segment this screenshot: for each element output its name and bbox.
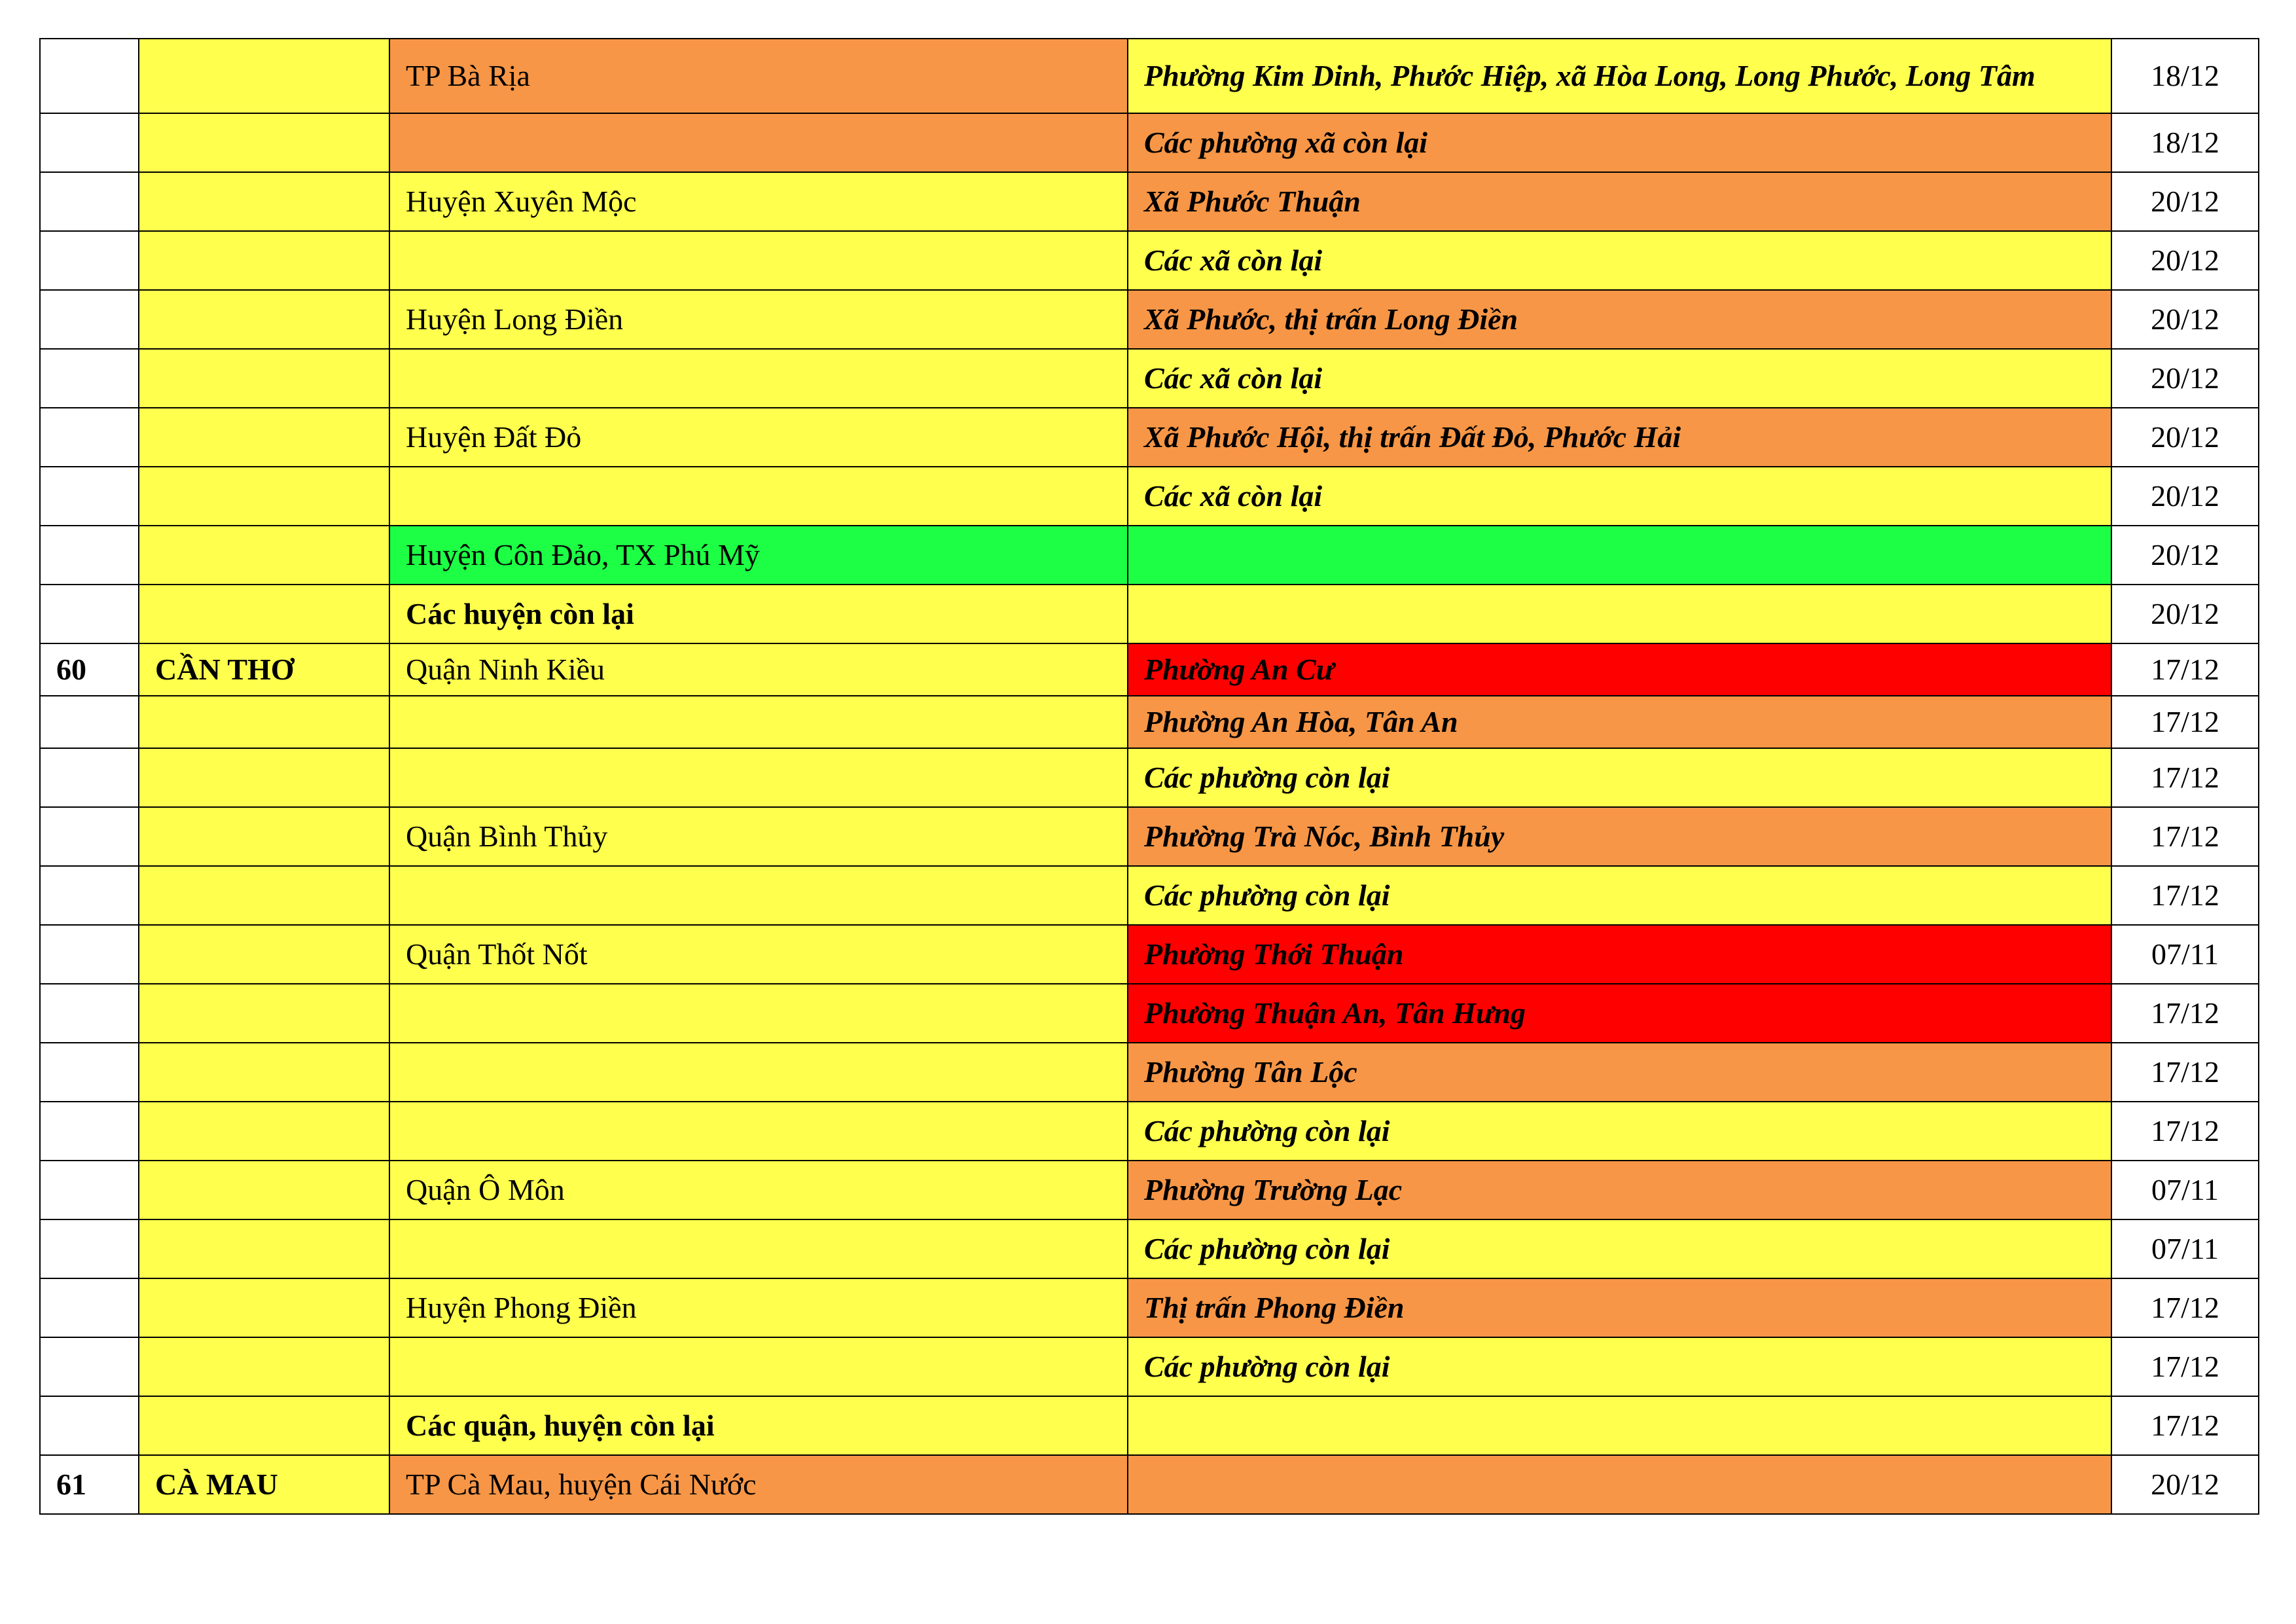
stt-cell bbox=[40, 585, 139, 643]
date-cell: 20/12 bbox=[2111, 1455, 2259, 1514]
table-row bbox=[40, 349, 2259, 408]
district-cell bbox=[389, 349, 1128, 408]
zone-table-body bbox=[40, 39, 2259, 1514]
stt-cell bbox=[40, 526, 139, 585]
date-cell: 07/11 bbox=[2111, 1219, 2259, 1278]
stt-cell: 60 bbox=[40, 643, 139, 696]
district-cell: Huyện Phong Điền bbox=[389, 1278, 1128, 1337]
province-cell bbox=[139, 866, 389, 925]
date-cell: 20/12 bbox=[2111, 585, 2259, 643]
province-cell: CẦN THƠ bbox=[139, 643, 389, 696]
ward-detail-cell: Phường Tân Lộc bbox=[1128, 1043, 2111, 1102]
ward-detail-cell: Phường Thới Thuận bbox=[1128, 925, 2111, 984]
date-cell: 17/12 bbox=[2111, 984, 2259, 1043]
district-cell bbox=[389, 1102, 1128, 1161]
table-row bbox=[40, 643, 2259, 696]
date-cell: 17/12 bbox=[2111, 643, 2259, 696]
stt-cell bbox=[40, 1396, 139, 1455]
district-cell: Quận Ninh Kiều bbox=[389, 643, 1128, 696]
ward-detail-cell: Các phường còn lại bbox=[1128, 1219, 2111, 1278]
stt-cell bbox=[40, 748, 139, 807]
date-cell: 17/12 bbox=[2111, 1396, 2259, 1455]
table-row bbox=[40, 113, 2259, 172]
table-row bbox=[40, 231, 2259, 290]
stt-cell bbox=[40, 1043, 139, 1102]
province-cell: CÀ MAU bbox=[139, 1455, 389, 1514]
province-cell bbox=[139, 290, 389, 349]
district-cell: Quận Ô Môn bbox=[389, 1161, 1128, 1219]
date-cell: 20/12 bbox=[2111, 349, 2259, 408]
ward-detail-cell: Thị trấn Phong Điền bbox=[1128, 1278, 2111, 1337]
stt-cell bbox=[40, 408, 139, 467]
ward-detail-cell: Các xã còn lại bbox=[1128, 349, 2111, 408]
district-cell bbox=[389, 1337, 1128, 1396]
table-row bbox=[40, 696, 2259, 748]
table-row bbox=[40, 467, 2259, 526]
province-cell bbox=[139, 408, 389, 467]
date-cell: 20/12 bbox=[2111, 231, 2259, 290]
district-cell bbox=[389, 467, 1128, 526]
stt-cell bbox=[40, 925, 139, 984]
date-cell: 20/12 bbox=[2111, 526, 2259, 585]
district-cell bbox=[389, 113, 1128, 172]
stt-cell bbox=[40, 807, 139, 866]
stt-cell bbox=[40, 172, 139, 231]
table-row bbox=[40, 1161, 2259, 1219]
date-cell: 17/12 bbox=[2111, 807, 2259, 866]
stt-cell bbox=[40, 349, 139, 408]
district-cell: TP Cà Mau, huyện Cái Nước bbox=[389, 1455, 1128, 1514]
province-cell bbox=[139, 696, 389, 748]
table-row bbox=[40, 748, 2259, 807]
ward-detail-cell: Phường Kim Dinh, Phước Hiệp, xã Hòa Long, Long Phước, Long Tâm bbox=[1128, 39, 2111, 113]
district-cell bbox=[389, 984, 1128, 1043]
ward-detail-cell: Xã Phước, thị trấn Long Điền bbox=[1128, 290, 2111, 349]
province-cell bbox=[139, 349, 389, 408]
table-row bbox=[40, 408, 2259, 467]
district-cell: Huyện Xuyên Mộc bbox=[389, 172, 1128, 231]
province-cell bbox=[139, 585, 389, 643]
stt-cell bbox=[40, 1102, 139, 1161]
date-cell: 07/11 bbox=[2111, 1161, 2259, 1219]
province-cell bbox=[139, 39, 389, 113]
province-cell bbox=[139, 1278, 389, 1337]
ward-detail-cell: Các phường còn lại bbox=[1128, 1102, 2111, 1161]
stt-cell: 61 bbox=[40, 1455, 139, 1514]
date-cell: 17/12 bbox=[2111, 1102, 2259, 1161]
stt-cell bbox=[40, 696, 139, 748]
table-row bbox=[40, 807, 2259, 866]
ward-detail-cell: Các phường xã còn lại bbox=[1128, 113, 2111, 172]
district-cell: Huyện Côn Đảo, TX Phú Mỹ bbox=[389, 526, 1128, 585]
stt-cell bbox=[40, 984, 139, 1043]
district-cell bbox=[389, 696, 1128, 748]
province-cell bbox=[139, 1219, 389, 1278]
province-cell bbox=[139, 748, 389, 807]
ward-detail-cell: Xã Phước Thuận bbox=[1128, 172, 2111, 231]
province-cell bbox=[139, 807, 389, 866]
district-cell: Các huyện còn lại bbox=[389, 585, 1128, 643]
stt-cell bbox=[40, 1219, 139, 1278]
district-cell bbox=[389, 748, 1128, 807]
table-row bbox=[40, 526, 2259, 585]
stt-cell bbox=[40, 113, 139, 172]
district-cell: Huyện Đất Đỏ bbox=[389, 408, 1128, 467]
stt-cell bbox=[40, 231, 139, 290]
district-cell: Quận Thốt Nốt bbox=[389, 925, 1128, 984]
date-cell: 17/12 bbox=[2111, 748, 2259, 807]
province-cell bbox=[139, 1161, 389, 1219]
province-cell bbox=[139, 925, 389, 984]
stt-cell bbox=[40, 290, 139, 349]
date-cell: 20/12 bbox=[2111, 467, 2259, 526]
stt-cell bbox=[40, 1161, 139, 1219]
ward-detail-cell: Các xã còn lại bbox=[1128, 467, 2111, 526]
table-row bbox=[40, 1102, 2259, 1161]
province-cell bbox=[139, 1337, 389, 1396]
table-row bbox=[40, 1278, 2259, 1337]
table-row bbox=[40, 1337, 2259, 1396]
table-row bbox=[40, 1396, 2259, 1455]
stt-cell bbox=[40, 1278, 139, 1337]
province-cell bbox=[139, 1396, 389, 1455]
district-cell: Quận Bình Thủy bbox=[389, 807, 1128, 866]
table-row bbox=[40, 1219, 2259, 1278]
district-cell: Các quận, huyện còn lại bbox=[389, 1396, 1128, 1455]
ward-detail-cell: Phường Trà Nóc, Bình Thủy bbox=[1128, 807, 2111, 866]
ward-detail-cell: Các xã còn lại bbox=[1128, 231, 2111, 290]
ward-detail-cell bbox=[1128, 526, 2111, 585]
date-cell: 17/12 bbox=[2111, 1337, 2259, 1396]
district-cell bbox=[389, 1043, 1128, 1102]
province-cell bbox=[139, 1043, 389, 1102]
date-cell: 17/12 bbox=[2111, 696, 2259, 748]
date-cell: 17/12 bbox=[2111, 866, 2259, 925]
table-row bbox=[40, 290, 2259, 349]
district-cell bbox=[389, 1219, 1128, 1278]
table-row bbox=[40, 172, 2259, 231]
ward-detail-cell: Các phường còn lại bbox=[1128, 866, 2111, 925]
province-cell bbox=[139, 1102, 389, 1161]
zone-table bbox=[39, 38, 2259, 1515]
stt-cell bbox=[40, 1337, 139, 1396]
table-row bbox=[40, 925, 2259, 984]
ward-detail-cell bbox=[1128, 1455, 2111, 1514]
district-cell bbox=[389, 231, 1128, 290]
table-row bbox=[40, 39, 2259, 113]
ward-detail-cell: Phường Thuận An, Tân Hưng bbox=[1128, 984, 2111, 1043]
date-cell: 17/12 bbox=[2111, 1278, 2259, 1337]
province-cell bbox=[139, 231, 389, 290]
date-cell: 07/11 bbox=[2111, 925, 2259, 984]
ward-detail-cell: Các phường còn lại bbox=[1128, 1337, 2111, 1396]
table-row bbox=[40, 1043, 2259, 1102]
ward-detail-cell: Phường An Hòa, Tân An bbox=[1128, 696, 2111, 748]
stt-cell bbox=[40, 467, 139, 526]
date-cell: 18/12 bbox=[2111, 113, 2259, 172]
table-row bbox=[40, 1455, 2259, 1514]
province-cell bbox=[139, 467, 389, 526]
district-cell bbox=[389, 866, 1128, 925]
ward-detail-cell: Các phường còn lại bbox=[1128, 748, 2111, 807]
date-cell: 20/12 bbox=[2111, 290, 2259, 349]
stt-cell bbox=[40, 39, 139, 113]
ward-detail-cell bbox=[1128, 1396, 2111, 1455]
stt-cell bbox=[40, 866, 139, 925]
province-cell bbox=[139, 113, 389, 172]
ward-detail-cell bbox=[1128, 585, 2111, 643]
province-cell bbox=[139, 984, 389, 1043]
district-cell: TP Bà Rịa bbox=[389, 39, 1128, 113]
table-row bbox=[40, 984, 2259, 1043]
ward-detail-cell: Xã Phước Hội, thị trấn Đất Đỏ, Phước Hải bbox=[1128, 408, 2111, 467]
ward-detail-cell: Phường An Cư bbox=[1128, 643, 2111, 696]
province-cell bbox=[139, 526, 389, 585]
table-row bbox=[40, 585, 2259, 643]
date-cell: 18/12 bbox=[2111, 39, 2259, 113]
date-cell: 17/12 bbox=[2111, 1043, 2259, 1102]
table-row bbox=[40, 866, 2259, 925]
district-cell: Huyện Long Điền bbox=[389, 290, 1128, 349]
date-cell: 20/12 bbox=[2111, 172, 2259, 231]
ward-detail-cell: Phường Trường Lạc bbox=[1128, 1161, 2111, 1219]
date-cell: 20/12 bbox=[2111, 408, 2259, 467]
province-cell bbox=[139, 172, 389, 231]
